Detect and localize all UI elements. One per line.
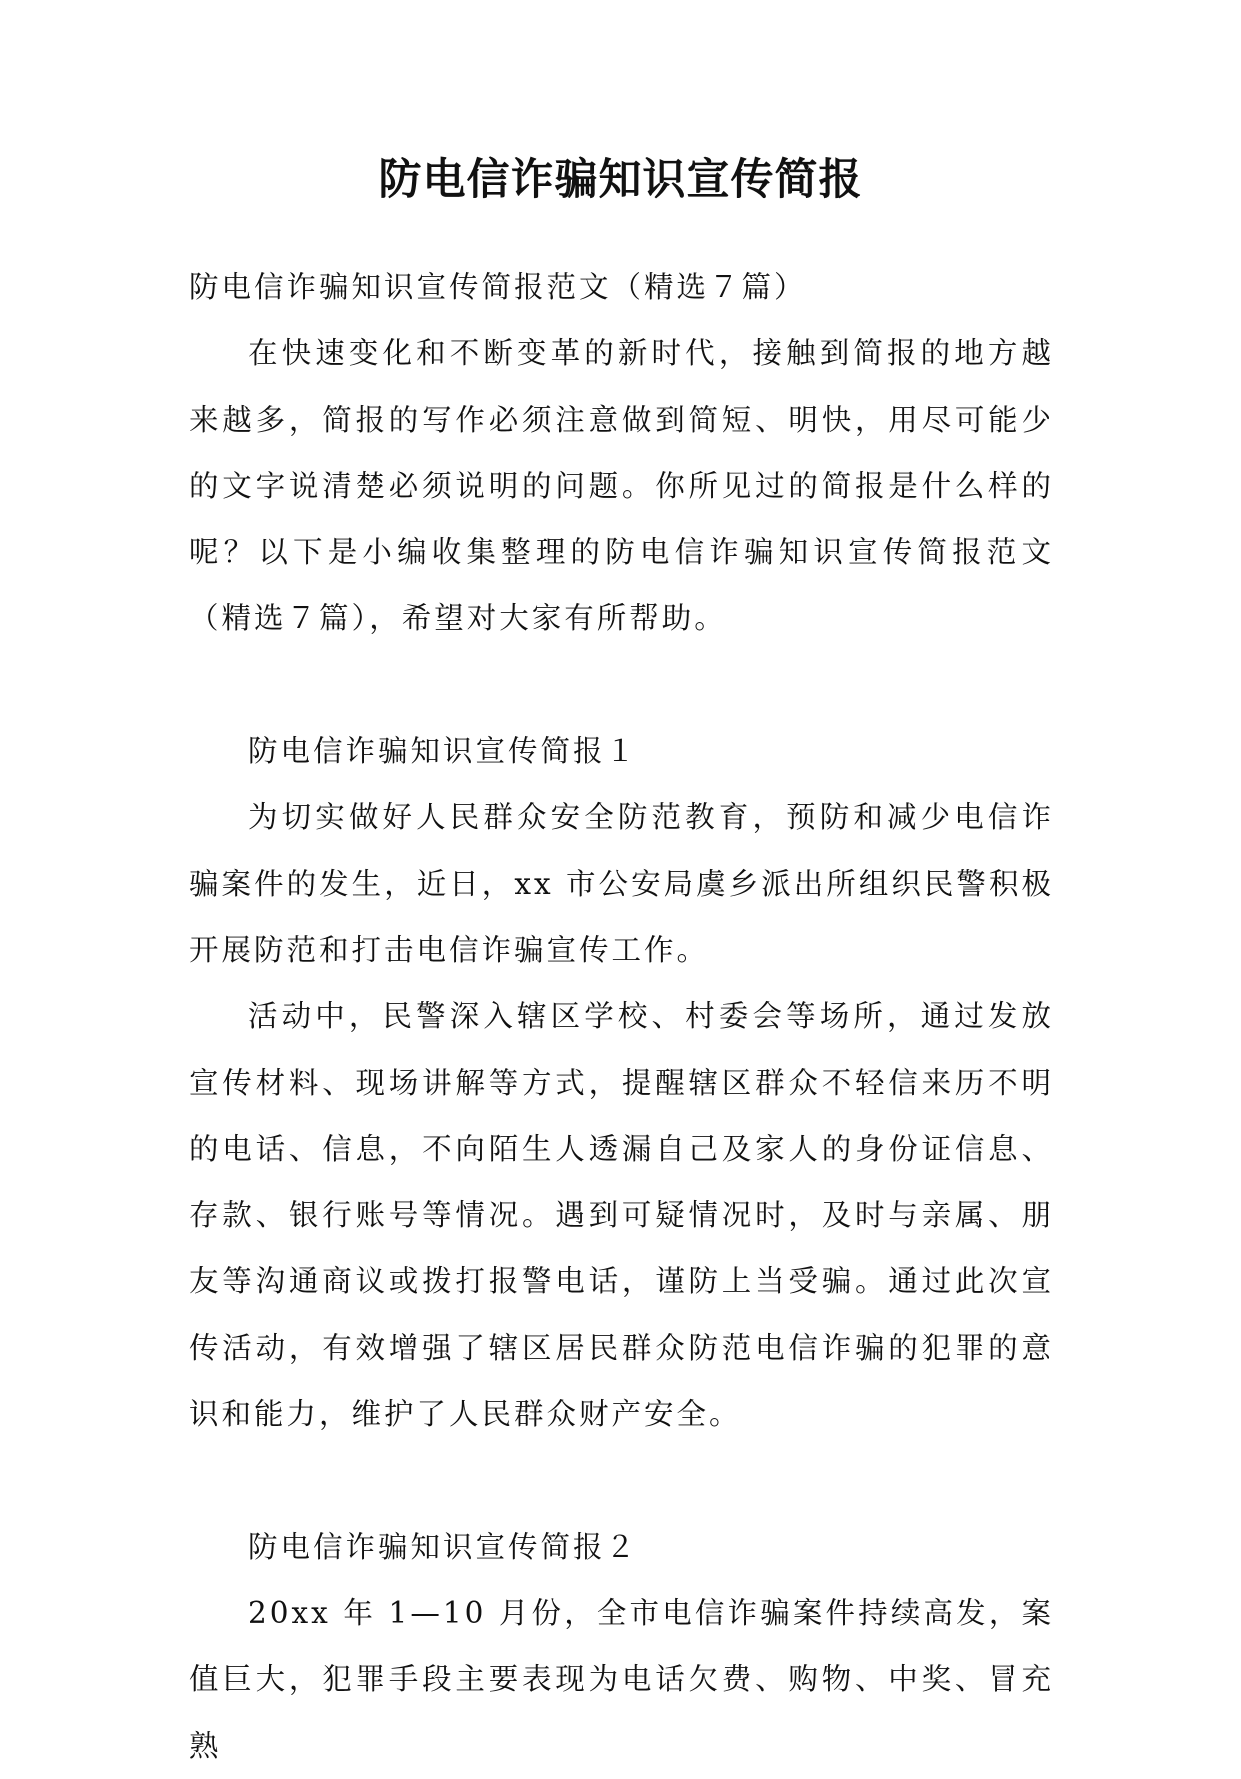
section-2-paragraph-1: 20xx 年 1—10 月份，全市电信诈骗案件持续高发，案值巨大，犯罪手段主要表现为电话欠费、购物、中奖、冒充熟 xyxy=(189,1595,1054,1763)
document-subtitle: 防电信诈骗知识宣传简报范文（精选７篇） xyxy=(189,270,807,304)
section-1-paragraph-2: 活动中，民警深入辖区学校、村委会等场所，通过发放宣传材料、现场讲解等方式，提醒辖区群众不轻信来历不明的电话、信息，不向陌生人透漏自己及家人的身份证信息、存款、银行账号等情况。遇到可疑情况时，及时与亲属、朋友等沟通商议或拨打报警电话，谨防上当受骗。通过此次宣传活动，有效增强了辖区居民群众防范电信诈骗的犯罪的意识和能力，维护了人民群众财产安全。 xyxy=(189,999,1054,1432)
document-body xyxy=(189,254,1054,1779)
section-heading-1: 防电信诈骗知识宣传简报１ xyxy=(248,734,639,769)
intro-paragraph: 在快速变化和不断变革的新时代，接触到简报的地方越来越多，简报的写作必须注意做到简短、明快，用尽可能少的文字说清楚必须说明的问题。你所见过的简报是什么样的呢？以下是小编收集整理的防电信诈骗知识宣传简报范文（精选７篇），希望对大家有所帮助。 xyxy=(189,336,1054,636)
section-spacer xyxy=(189,1447,1054,1513)
section-spacer xyxy=(189,652,1054,718)
document-title: 防电信诈骗知识宣传简报 xyxy=(378,155,863,205)
section-heading-2: 防电信诈骗知识宣传简报２ xyxy=(248,1529,639,1564)
section-1-paragraph-1: 为切实做好人民群众安全防范教育，预防和减少电信诈骗案件的发生，近日，xx 市公安局虞乡派出所组织民警积极开展防范和打击电信诈骗宣传工作。 xyxy=(189,800,1054,967)
